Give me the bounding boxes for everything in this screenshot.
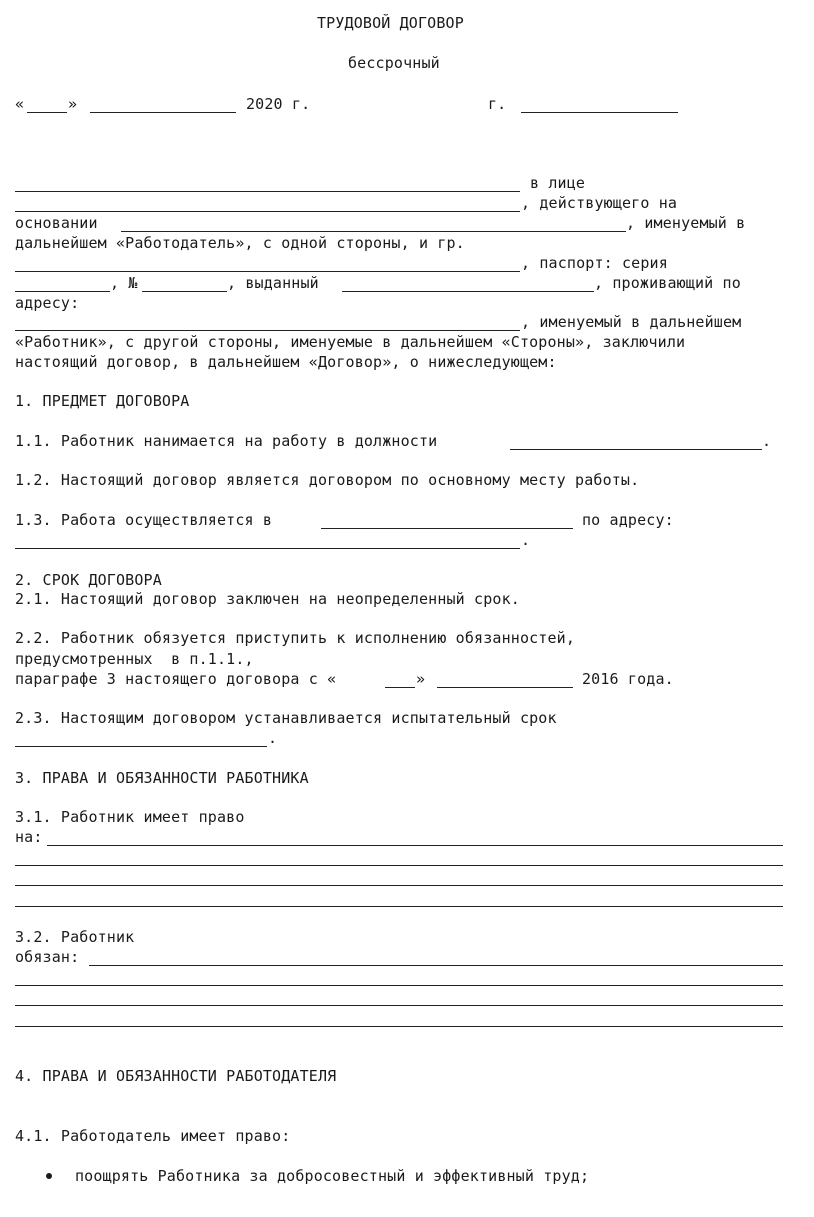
date-close-quote: » (68, 95, 78, 113)
employer-representative-field[interactable] (15, 211, 520, 212)
parties-line5-end: , паспорт: серия (521, 254, 668, 272)
basis-document-field[interactable] (121, 231, 626, 232)
clause-1-3: 1.3. Работа осуществляется в (15, 511, 273, 529)
clause-2-1: 2.1. Настоящий договор заключен на неопределенный срок. (15, 590, 520, 608)
workplace-address-field[interactable] (15, 548, 520, 549)
parties-line4: дальнейшем «Работодатель», с одной стороны, и гр. (15, 234, 465, 252)
date-month-field[interactable] (90, 112, 236, 113)
parties-line3-start: основании (15, 214, 98, 232)
employee-address-field[interactable] (15, 330, 520, 331)
position-field[interactable] (510, 449, 762, 450)
workplace-field[interactable] (321, 528, 573, 529)
section4-heading: 4. ПРАВА И ОБЯЗАННОСТИ РАБОТОДАТЕЛЯ (15, 1067, 337, 1085)
start-day-field[interactable] (385, 687, 415, 688)
section1-heading: 1. ПРЕДМЕТ ДОГОВОРА (15, 392, 190, 410)
city-prefix: г. (488, 95, 507, 113)
parties-line3-end: , именуемый в (626, 214, 746, 232)
bullet-dot-icon (46, 1173, 52, 1179)
clause-2-2-line1: 2.2. Работник обязуется приступить к исполнению обязанностей, (15, 629, 576, 647)
clause-3-1: 3.1. Работник имеет право (15, 808, 245, 826)
employer-name-field[interactable] (15, 191, 520, 192)
date-open-quote: « (15, 95, 25, 113)
clause-2-2-year: 2016 года. (582, 670, 674, 688)
employee-rights-line[interactable] (47, 845, 783, 846)
clause-2-2-line3: параграфе 3 настоящего договора с « (15, 670, 337, 688)
date-year: 2020 г. (246, 95, 311, 113)
clause-3-2-label: обязан: (15, 948, 80, 966)
employee-duties-line[interactable] (89, 965, 783, 966)
parties-line10: настоящий договор, в дальнейшем «Договор», о нижеследующем: (15, 353, 557, 371)
clause-2-2-close-quote: » (416, 670, 426, 688)
date-day-field[interactable] (27, 112, 67, 113)
clause-2-3-end: . (268, 729, 278, 747)
clause-4-1: 4.1. Работодатель имеет право: (15, 1127, 291, 1145)
city-field[interactable] (521, 112, 678, 113)
employee-duties-line[interactable] (15, 985, 783, 986)
employee-rights-line[interactable] (15, 865, 783, 866)
parties-line8-end: , именуемый в дальнейшем (521, 313, 742, 331)
probation-period-field[interactable] (15, 746, 267, 747)
clause-1-3-mid: по адресу: (582, 511, 674, 529)
passport-number-field[interactable] (142, 291, 227, 292)
document-title: ТРУДОВОЙ ДОГОВОР (317, 14, 464, 32)
clause-2-2-line2: предусмотренных в п.1.1., (15, 650, 254, 668)
parties-line6-number: , № (110, 274, 138, 292)
clause-1-1: 1.1. Работник нанимается на работу в должности (15, 432, 438, 450)
clause-1-1-end: . (762, 432, 772, 450)
document-subtitle: бессрочный (348, 54, 440, 72)
parties-line6-issued: , выданный (227, 274, 319, 292)
passport-issued-by-field[interactable] (342, 291, 594, 292)
clause-2-3: 2.3. Настоящим договором устанавливается испытательный срок (15, 709, 557, 727)
employee-duties-line[interactable] (15, 1026, 783, 1027)
parties-line1-end: в лице (530, 174, 586, 192)
parties-line9: «Работник», с другой стороны, именуемые в дальнейшем «Стороны», заключили (15, 333, 686, 351)
clause-3-2: 3.2. Работник (15, 928, 135, 946)
section3-heading: 3. ПРАВА И ОБЯЗАННОСТИ РАБОТНИКА (15, 769, 309, 787)
parties-line6-residing: , проживающий по (594, 274, 741, 292)
section2-heading: 2. СРОК ДОГОВОРА (15, 571, 162, 589)
employee-rights-line[interactable] (15, 906, 783, 907)
employee-rights-line[interactable] (15, 885, 783, 886)
start-month-field[interactable] (437, 687, 573, 688)
employee-duties-line[interactable] (15, 1005, 783, 1006)
parties-line2-end: , действующего на (521, 194, 678, 212)
clause-3-1-label: на: (15, 828, 43, 846)
employee-name-field[interactable] (15, 271, 520, 272)
parties-line7: адресу: (15, 294, 80, 312)
clause-1-3-end: . (521, 531, 531, 549)
passport-series-field[interactable] (15, 291, 110, 292)
bullet-item: поощрять Работника за добросовестный и эффективный труд; (75, 1167, 590, 1185)
clause-1-2: 1.2. Настоящий договор является договором по основному месту работы. (15, 471, 640, 489)
